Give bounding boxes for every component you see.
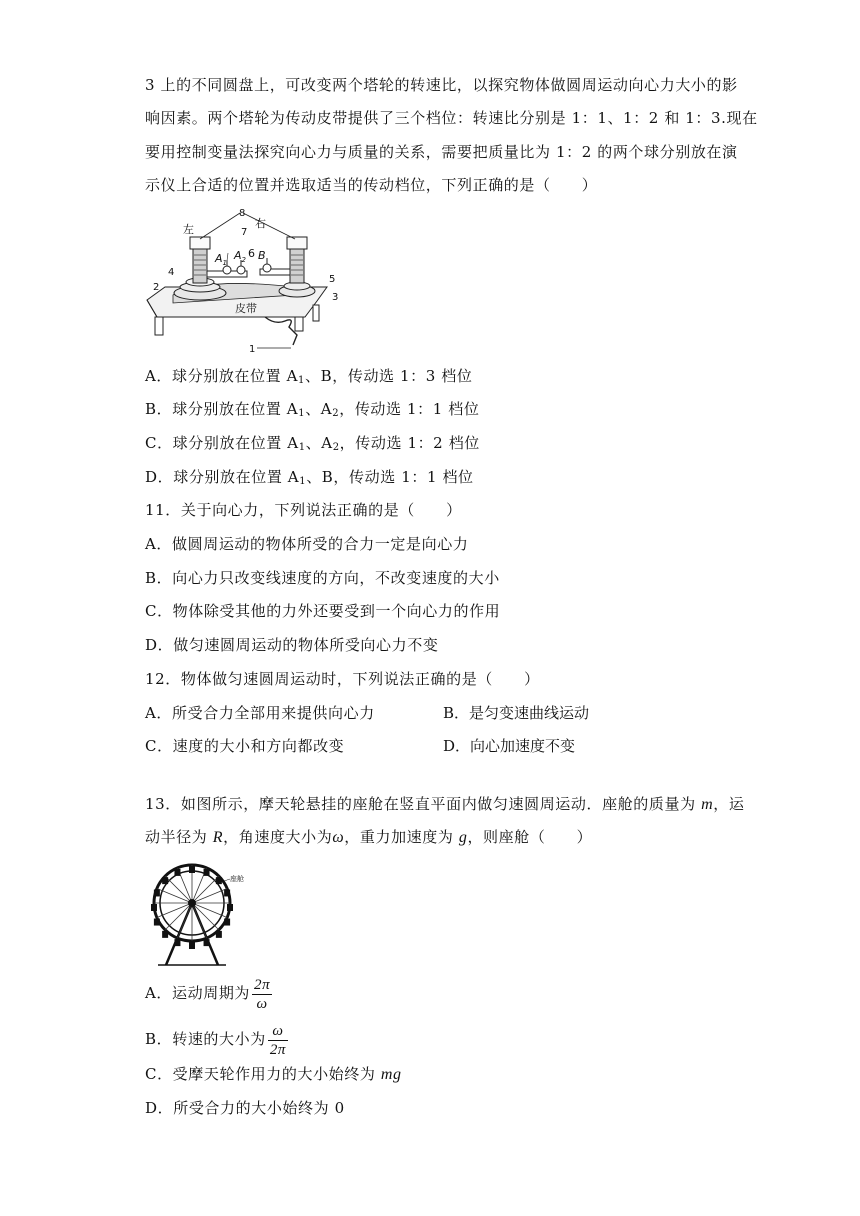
cabin: [154, 889, 160, 896]
label-b: B: [258, 249, 266, 262]
q12-option-c[interactable]: C．速度的大小和方向都改变: [145, 737, 345, 755]
cabin: [216, 931, 222, 938]
var-mg: mg: [380, 1066, 402, 1083]
q10-option-d-text: D．球分别放在位置 A: [145, 468, 300, 486]
cabin: [162, 877, 168, 884]
q13-stem-text-4: ，角速度大小为: [223, 828, 333, 846]
q10-stem-line-4: 示仪上合适的位置并选取适当的传动档位，下列正确的是（ ）: [145, 176, 598, 194]
label-a2: $A_2$: [234, 249, 246, 264]
fraction-omega-over-2pi: [268, 1022, 288, 1059]
cabin: [216, 877, 222, 884]
subscript: 1: [298, 442, 306, 453]
q13-stem-text-3: 动半径为: [145, 828, 213, 846]
hub: [188, 899, 196, 907]
subscript: 2: [332, 408, 340, 419]
cabin: [174, 869, 180, 876]
q13-stem-text-5: ，重力加速度为: [344, 828, 459, 846]
cabin: [151, 904, 157, 911]
q10-option-c[interactable]: [145, 433, 480, 453]
q11-stem: 11．关于向心力，下列说法正确的是（ ）: [145, 501, 462, 519]
q10-option-b-text: B．球分别放在位置 A: [145, 400, 299, 418]
cabin: [204, 869, 210, 876]
label-8: 8: [239, 208, 246, 219]
cabin: [204, 939, 210, 946]
ferris-wheel: [151, 865, 233, 965]
q10-stem-line-2: 响因素。两个塔轮为传动皮带提供了三个档位：转速比分别是 1：1、1：2 和 1：3.现在: [145, 109, 758, 127]
subscript: 1: [298, 375, 306, 386]
q12-option-d[interactable]: D．向心加速度不变: [443, 737, 576, 755]
q13-stem-text-6: ，则座舱（ ）: [467, 828, 593, 846]
spoke: [192, 903, 219, 930]
cabin: [174, 939, 180, 946]
label-right: 右: [255, 217, 266, 230]
centripetal-force-apparatus-figure: [145, 205, 345, 360]
label-a1: $A_1$: [215, 252, 227, 267]
label-3: 3: [332, 292, 339, 303]
q10-option-a-text: A．球分别放在位置 A: [145, 367, 299, 385]
q10-option-d[interactable]: [145, 467, 474, 487]
label-1: 1: [249, 344, 256, 355]
q11-option-d[interactable]: D．做匀速圆周运动的物体所受向心力不变: [145, 636, 439, 654]
fraction-denominator: 2π: [269, 1041, 287, 1058]
cabin: [227, 904, 233, 911]
cabin: [162, 931, 168, 938]
var-omega: ω: [332, 829, 345, 846]
q10-option-c-text-3: ，传动选 1：2 档位: [339, 434, 480, 452]
var-r: R: [212, 829, 224, 846]
label-6: 6: [248, 247, 255, 260]
q12-stem: 12．物体做匀速圆周运动时，下列说法正确的是（ ）: [145, 670, 540, 688]
fraction-2pi-over-omega: [252, 976, 272, 1013]
q13-option-a-text: A．运动周期为: [145, 984, 251, 1002]
spoke: [165, 903, 192, 930]
q11-option-a[interactable]: A．做圆周运动的物体所受的合力一定是向心力: [145, 535, 469, 553]
subscript: 1: [299, 476, 307, 487]
cabin: [224, 919, 230, 926]
label-left: 左: [183, 223, 194, 236]
q13-option-c[interactable]: [145, 1064, 402, 1085]
subscript: 1: [298, 408, 306, 419]
q10-option-b-text-3: ，传动选 1：1 档位: [339, 400, 480, 418]
q11-option-c[interactable]: C．物体除受其他的力外还要受到一个向心力的作用: [145, 602, 501, 620]
q13-option-a[interactable]: [145, 973, 272, 1013]
q11-option-b[interactable]: B．向心力只改变线速度的方向，不改变速度的大小: [145, 569, 500, 587]
q12-option-a[interactable]: A．所受合力全部用来提供向心力: [145, 704, 375, 722]
label-7: 7: [241, 227, 248, 238]
belt-label: 皮带: [235, 302, 257, 315]
cabin: [224, 889, 230, 896]
q10-option-b-text-2: 、A: [305, 400, 333, 418]
label-4: 4: [168, 267, 175, 278]
q13-stem-line-2: [145, 827, 592, 848]
q13-option-b[interactable]: [145, 1019, 288, 1059]
q13-stem-text: 13．如图所示，摩天轮悬挂的座舱在竖直平面内做匀速圆周运动．座舱的质量为: [145, 795, 702, 813]
spoke: [165, 876, 192, 903]
cabin: [154, 919, 160, 926]
label-2: 2: [153, 282, 160, 293]
q10-option-c-text: C．球分别放在位置 A: [145, 434, 299, 452]
ferris-wheel-figure: [142, 857, 254, 969]
q13-stem-text-2: ，运: [713, 795, 745, 813]
fraction-numerator: 2π: [254, 976, 271, 993]
q10-option-c-text-2: 、A: [305, 434, 333, 452]
label-5: 5: [329, 274, 336, 285]
q13-option-c-text: C．受摩天轮作用力的大小始终为: [145, 1065, 381, 1083]
fraction-denominator: ω: [256, 995, 268, 1012]
q10-stem-line-3: 要用控制变量法探究向心力与质量的关系，需要把质量比为 1：2 的两个球分别放在演: [145, 143, 738, 161]
q13-option-d[interactable]: D．所受合力的大小始终为 0: [145, 1099, 345, 1117]
spoke: [192, 876, 219, 903]
q10-option-b[interactable]: [145, 399, 479, 419]
var-g: g: [458, 829, 468, 846]
subscript: 2: [332, 442, 340, 453]
q10-option-a[interactable]: [145, 366, 472, 386]
cabin-label: 座舱: [230, 875, 244, 883]
q13-stem-line-1: [145, 794, 744, 815]
cabin: [189, 942, 195, 949]
var-m: m: [701, 796, 714, 813]
q13-option-b-text: B．转速的大小为: [145, 1030, 266, 1048]
q10-option-d-text-2: 、B，传动选 1：1 档位: [306, 468, 474, 486]
cabin: [189, 866, 195, 873]
q12-option-b[interactable]: B．是匀变速曲线运动: [443, 704, 590, 722]
q10-option-a-text-2: 、B，传动选 1：3 档位: [305, 367, 473, 385]
q10-stem-line-1: 3 上的不同圆盘上，可改变两个塔轮的转速比，以探究物体做圆周运动向心力大小的影: [145, 76, 738, 94]
fraction-numerator: ω: [268, 1022, 288, 1041]
